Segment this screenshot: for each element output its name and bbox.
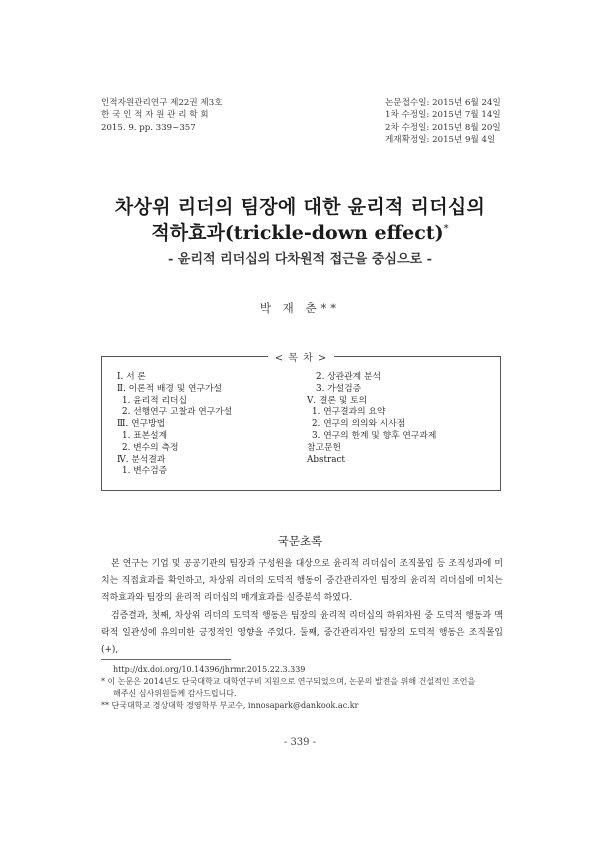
toc-item: Ⅲ. 연구방법 <box>117 419 166 430</box>
toc-item: Ⅳ. 분석결과 <box>117 454 166 465</box>
journal-name: 인적자원관리연구 제22권 제3호 <box>101 98 223 108</box>
toc-item: 1. 연구결과의 요약 <box>312 407 386 418</box>
toc-item: Ⅰ. 서 론 <box>117 372 146 382</box>
review-dates <box>385 97 501 147</box>
footnote-author-affiliation: ** 단국대학교 경상대학 경영학부 부교수, innosapark@dankook.ac.kr <box>101 701 359 710</box>
paper-title-line2 <box>0 218 600 245</box>
page-number: - 339 - <box>283 737 317 748</box>
paper-subtitle: - 윤리적 리더십의 다차원적 접근을 중심으로 - <box>168 252 432 267</box>
accepted-date: 게재확정일: 2015년 9월 4일 <box>385 135 496 146</box>
toc-item: 2. 선행연구 고찰과 연구가설 <box>122 407 233 418</box>
footnote-rule <box>101 659 231 660</box>
toc-item: 1. 윤리적 리더십 <box>122 395 187 406</box>
society-name: 한 국 인 적 자 원 관 리 학 회 <box>101 110 209 121</box>
issue-pages: 2015. 9. pp. 339~357 <box>101 122 196 133</box>
toc-item: Abstract <box>307 454 345 465</box>
toc-item: Ⅴ. 결론 및 토의 <box>307 395 368 406</box>
toc-item: 2. 상관관계 분석 <box>316 372 381 382</box>
toc-label: < 목 차 > <box>268 349 334 364</box>
toc-item: 1. 변수검증 <box>122 466 168 477</box>
toc-item: 2. 변수의 측정 <box>122 442 179 453</box>
abstract-title: 국문초록 <box>277 534 323 548</box>
toc-item: 3. 연구의 한계 및 향후 연구과제 <box>312 430 437 441</box>
footnote-funding: * 이 논문은 2014년도 단국대학교 대학연구비 지원으로 연구되었으며, 논문의 발전을 위해 건설적인 조언을 <box>101 677 476 686</box>
toc-item: 참고문헌 <box>307 442 341 453</box>
journal-info <box>101 97 223 134</box>
footnotes <box>101 664 506 712</box>
author-name: 박 재 춘** <box>259 301 341 315</box>
toc-left-column <box>117 372 232 478</box>
toc-item: 3. 가설검증 <box>316 383 362 394</box>
abstract-body <box>101 556 503 659</box>
paper-title-line2-text: 적하효과(trickle-down effect) <box>151 222 444 244</box>
toc-item: 2. 연구의 의의와 시사점 <box>312 419 406 430</box>
revised-date-2: 2차 수정일: 2015년 8월 20일 <box>385 122 501 133</box>
abstract-paragraph: 검증결과, 첫째, 차상위 리더의 도덕적 행동은 팀장의 윤리적 리더십의 하위차원 중 도덕적 행동과 맥락적 일관성에 유의미한 긍정적인 영향을 주었다. 둘째, 중간관리자인 팀장의 도덕적 행동은 조직몰입(+), <box>101 610 503 656</box>
paper-title-line1: 차상위 리더의 팀장에 대한 윤리적 리더십의 <box>114 196 486 218</box>
received-date: 논문접수일: 2015년 6월 24일 <box>385 98 501 108</box>
toc-right-column <box>307 372 436 466</box>
revised-date-1: 1차 수정일: 2015년 7월 14일 <box>385 110 501 121</box>
doi-link[interactable]: http://dx.doi.org/10.14396/jhrmr.2015.22.3.339 <box>113 665 306 674</box>
footnote-funding-cont: 해주신 심사위원들께 감사드립니다. <box>113 689 237 698</box>
abstract-paragraph: 본 연구는 기업 및 공공기관의 팀장과 구성원을 대상으로 윤리적 리더십이 조직몰입 등 조직성과에 미치는 직접효과를 확인하고, 차상위 리더의 도덕적 행동이 중간관리자인 팀장의 윤리적 리더십에 미치는 적하효과와 팀장의 윤리적 리더십의 매개효과를 실증분석 하였다. <box>101 559 503 604</box>
title-footnote-marker: * <box>443 223 449 235</box>
toc-item: 1. 표본설계 <box>122 430 168 441</box>
toc-item: Ⅱ. 이론적 배경 및 연구가설 <box>117 383 222 394</box>
